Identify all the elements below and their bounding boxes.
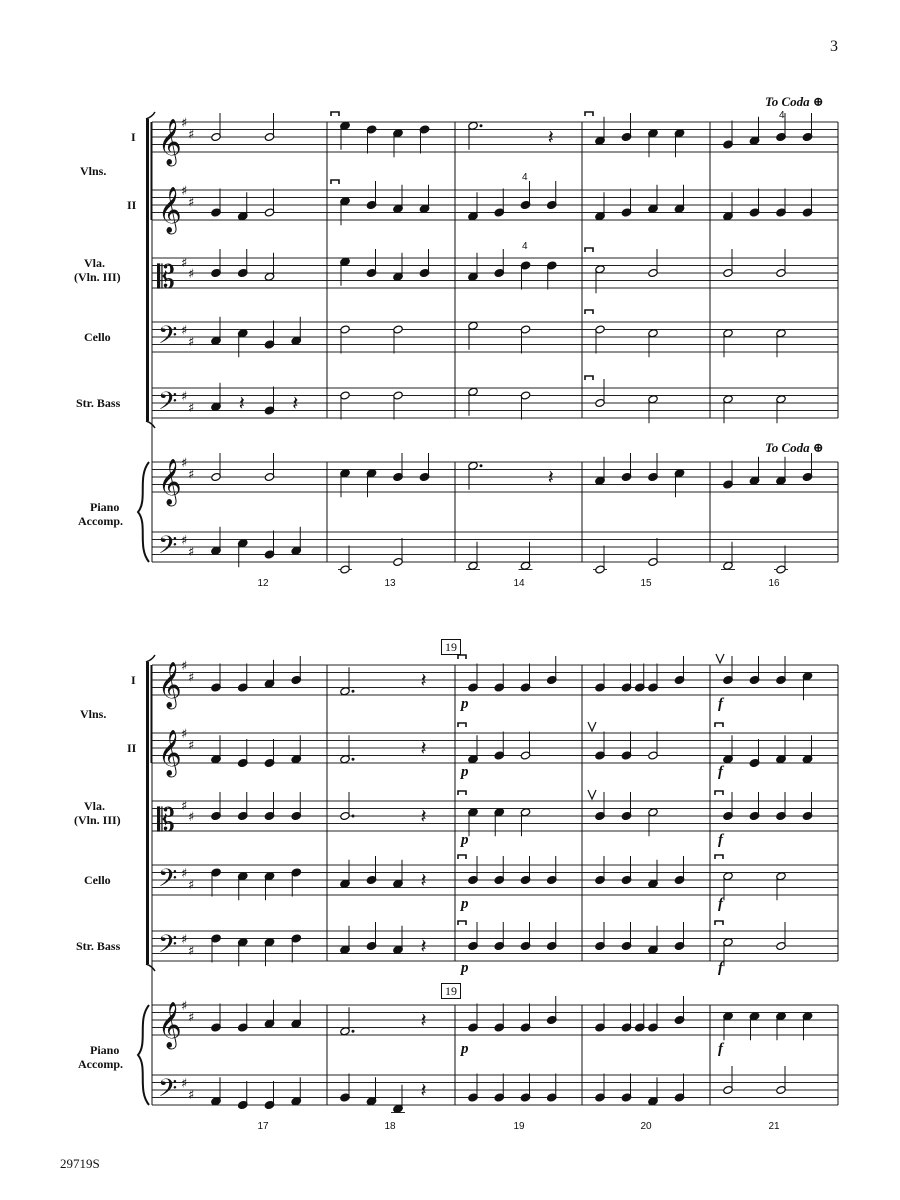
sharp-icon: ♯ (181, 184, 188, 199)
dynamic-forte: f (718, 1041, 723, 1057)
bracket-hook (146, 421, 155, 428)
measure-number: 12 (257, 578, 269, 589)
sharp-icon: ♯ (188, 267, 195, 282)
sharp-icon: ♯ (181, 932, 188, 948)
quarter-rest-icon: 𝄽 (420, 868, 427, 892)
label-violin-1: I (131, 130, 136, 144)
strings-bracket (146, 662, 149, 964)
down-bow-icon (458, 791, 466, 795)
up-bow-icon (588, 790, 596, 799)
augmentation-dot (352, 690, 355, 693)
to-coda-text: To Coda (765, 440, 810, 455)
label-cello: Cello (84, 873, 111, 887)
sharp-icon: ♯ (188, 810, 195, 825)
fingering-4: 4 (522, 241, 528, 252)
down-bow-icon (585, 112, 593, 116)
label-piano: Piano (90, 1043, 120, 1057)
down-bow-icon (458, 723, 466, 727)
sharp-icon: ♯ (188, 1087, 195, 1103)
sharp-icon: ♯ (188, 877, 195, 893)
catalog-code: 29719S (60, 1156, 100, 1171)
sharp-icon: ♯ (188, 943, 195, 959)
sharp-icon: ♯ (181, 866, 188, 882)
dynamic-forte: f (718, 960, 723, 976)
label-viola-sub: (Vln. III) (74, 270, 121, 284)
to-coda-text: To Coda (765, 94, 810, 109)
measure-number: 19 (513, 1121, 525, 1132)
bracket-hook (146, 655, 155, 662)
sharp-icon: ♯ (181, 999, 188, 1014)
augmentation-dot (352, 1030, 355, 1033)
label-violin-2: II (127, 198, 137, 212)
quarter-rest-icon: 𝄽 (238, 391, 245, 415)
measure-number: 16 (768, 578, 780, 589)
sharp-icon: ♯ (181, 456, 188, 471)
dynamic-piano: p (461, 896, 469, 912)
rehearsal-mark: 19 (441, 639, 461, 655)
sharp-icon: ♯ (181, 798, 188, 814)
sharp-icon: ♯ (181, 727, 188, 742)
bracket-hook (146, 964, 155, 971)
quarter-rest-icon: 𝄽 (420, 1078, 427, 1102)
measure-number: 18 (384, 1121, 396, 1132)
sharp-icon: ♯ (188, 544, 195, 560)
label-piano-sub: Accomp. (78, 1057, 123, 1071)
dynamic-forte: f (718, 764, 723, 780)
strings-bracket (146, 119, 149, 421)
augmentation-dot (352, 815, 355, 818)
to-coda-strings (765, 94, 824, 110)
sharp-icon: ♯ (181, 116, 188, 131)
down-bow-icon (715, 723, 723, 727)
dynamic-forte: f (718, 896, 723, 912)
dynamic-piano: p (461, 1041, 469, 1057)
treble-clef-icon: 𝄞 (158, 730, 182, 776)
fingering-4: 4 (779, 110, 785, 121)
label-viola: Vla. (84, 799, 105, 813)
quarter-rest-icon: 𝄽 (420, 804, 427, 828)
label-piano: Piano (90, 500, 120, 514)
sharp-icon: ♯ (188, 738, 195, 754)
bass-clef-icon: 𝄢 (158, 930, 178, 965)
label-string-bass: Str. Bass (76, 396, 121, 410)
label-piano-sub: Accomp. (78, 514, 123, 528)
quarter-rest-icon: 𝄽 (420, 736, 427, 760)
bass-clef-icon: 𝄢 (158, 531, 178, 566)
bass-clef-icon: 𝄢 (158, 387, 178, 422)
measure-number: 17 (257, 1121, 269, 1132)
augmentation-dot (480, 464, 483, 467)
down-bow-icon (715, 921, 723, 925)
down-bow-icon (585, 376, 593, 380)
down-bow-icon (715, 791, 723, 795)
down-bow-icon (585, 310, 593, 314)
treble-clef-icon: 𝄞 (158, 1002, 182, 1048)
rehearsal-mark: 19 (441, 983, 461, 999)
down-bow-icon (458, 855, 466, 859)
bass-clef-icon: 𝄢 (158, 1074, 178, 1109)
piano-brace (138, 462, 149, 562)
fingering-4: 4 (522, 172, 528, 183)
label-violins: Vlns. (80, 707, 107, 721)
to-coda-piano (765, 440, 824, 456)
sharp-icon: ♯ (188, 195, 195, 211)
dynamic-forte: f (718, 832, 723, 848)
dynamic-piano: p (461, 832, 469, 848)
dynamic-forte: f (718, 696, 723, 712)
measure-number: 21 (768, 1121, 780, 1132)
measure-number: 20 (640, 1121, 652, 1132)
treble-clef-icon: 𝄞 (158, 119, 182, 165)
quarter-rest-icon: 𝄽 (547, 125, 554, 149)
coda-icon: ⊕ (812, 94, 824, 109)
down-bow-icon (458, 921, 466, 925)
alto-clef-icon: 𝄡 (157, 801, 175, 839)
dynamic-piano: p (461, 696, 469, 712)
down-bow-icon (458, 655, 466, 659)
quarter-rest-icon: 𝄽 (420, 1008, 427, 1032)
dynamic-piano: p (461, 764, 469, 780)
bass-clef-icon: 𝄢 (158, 321, 178, 356)
bracket-hook (146, 112, 155, 119)
augmentation-dot (352, 758, 355, 761)
treble-clef-icon: 𝄞 (158, 662, 182, 708)
sharp-icon: ♯ (181, 389, 188, 405)
sharp-icon: ♯ (188, 127, 195, 143)
coda-icon: ⊕ (812, 440, 824, 455)
quarter-rest-icon: 𝄽 (547, 465, 554, 489)
quarter-rest-icon: 𝄽 (420, 668, 427, 692)
down-bow-icon (585, 248, 593, 252)
page-number: 3 (830, 38, 838, 55)
measure-number: 14 (513, 578, 525, 589)
augmentation-dot (480, 124, 483, 127)
sharp-icon: ♯ (181, 255, 188, 271)
down-bow-icon (715, 855, 723, 859)
bass-clef-icon: 𝄢 (158, 864, 178, 899)
treble-clef-icon: 𝄞 (158, 187, 182, 233)
label-violins: Vlns. (80, 164, 107, 178)
label-violin-2: II (127, 741, 137, 755)
label-viola-sub: (Vln. III) (74, 813, 121, 827)
down-bow-icon (331, 180, 339, 184)
quarter-rest-icon: 𝄽 (420, 934, 427, 958)
label-cello: Cello (84, 330, 111, 344)
measure-number: 13 (384, 578, 396, 589)
sharp-icon: ♯ (188, 400, 195, 416)
measure-number: 15 (640, 578, 652, 589)
alto-clef-icon: 𝄡 (157, 258, 175, 296)
up-bow-icon (588, 722, 596, 731)
treble-clef-icon: 𝄞 (158, 459, 182, 505)
sharp-icon: ♯ (188, 467, 195, 483)
sharp-icon: ♯ (181, 533, 188, 549)
label-violin-1: I (131, 673, 136, 687)
sharp-icon: ♯ (188, 334, 195, 350)
label-viola: Vla. (84, 256, 105, 270)
sharp-icon: ♯ (181, 1076, 188, 1092)
down-bow-icon (331, 112, 339, 116)
up-bow-icon (716, 654, 724, 663)
sharp-icon: ♯ (188, 1010, 195, 1026)
sharp-icon: ♯ (181, 659, 188, 674)
sharp-icon: ♯ (181, 323, 188, 339)
quarter-rest-icon: 𝄽 (292, 391, 299, 415)
label-string-bass: Str. Bass (76, 939, 121, 953)
piano-brace (138, 1005, 149, 1105)
dynamic-piano: p (461, 960, 469, 976)
sharp-icon: ♯ (188, 670, 195, 686)
